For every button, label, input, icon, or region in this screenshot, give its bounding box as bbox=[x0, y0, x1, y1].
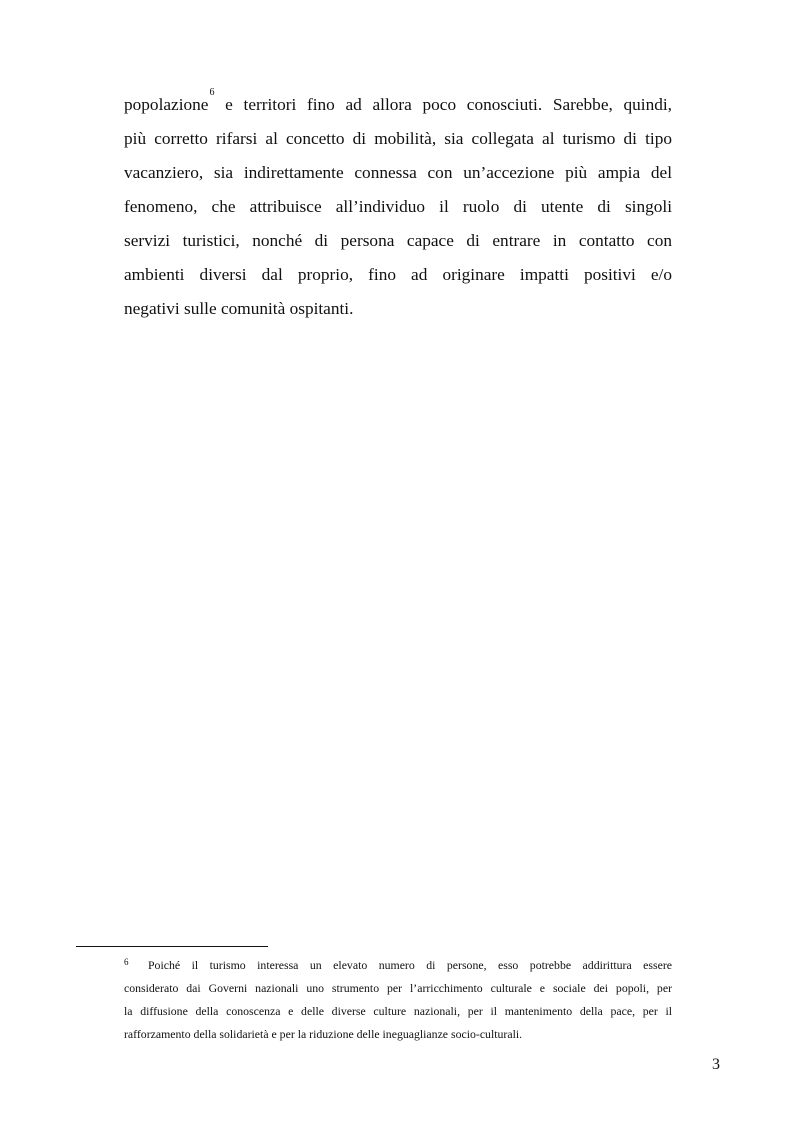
body-line-1-start: popolazione bbox=[124, 95, 209, 114]
body-line-1-rest: e territori fino ad allora poco conosciuti. Sarebbe, quindi, bbox=[225, 95, 672, 114]
footnote-line-1 bbox=[124, 954, 672, 977]
footnote-line-2: considerato dai Governi nazionali uno strumento per l’arricchimento culturale e sociale dei popoli, per bbox=[124, 981, 672, 995]
footnote-line-4: rafforzamento della solidarietà e per la riduzione delle ineguaglianze socio-culturali. bbox=[124, 1027, 523, 1041]
body-line-7: negativi sulle comunità ospitanti. bbox=[124, 299, 354, 318]
body-line-2: più corretto rifarsi al concetto di mobilità, sia collegata al turismo di tipo bbox=[124, 129, 672, 148]
body-line-1 bbox=[124, 88, 672, 122]
body-line-3: vacanziero, sia indirettamente connessa con un’accezione più ampia del bbox=[124, 163, 672, 182]
body-line-4: fenomeno, che attribuisce all’individuo il ruolo di utente di singoli bbox=[124, 197, 672, 216]
footnote-line-1-text: Poiché il turismo interessa un elevato numero di persone, esso potrebbe addirittura essere bbox=[148, 958, 672, 972]
footnote bbox=[124, 954, 672, 1046]
footnote-line-3: la diffusione della conoscenza e delle diverse culture nazionali, per il mantenimento della pace, per il bbox=[124, 1004, 672, 1018]
page-number: 3 bbox=[712, 1056, 720, 1073]
footnote-reference: 6 bbox=[209, 87, 215, 99]
footnote-divider bbox=[76, 946, 268, 947]
body-line-5: servizi turistici, nonché di persona capace di entrare in contatto con bbox=[124, 231, 672, 250]
body-paragraph bbox=[124, 88, 672, 326]
body-line-6: ambienti diversi dal proprio, fino ad originare impatti positivi e/o bbox=[124, 265, 672, 284]
footnote-number: 6 bbox=[124, 957, 129, 967]
